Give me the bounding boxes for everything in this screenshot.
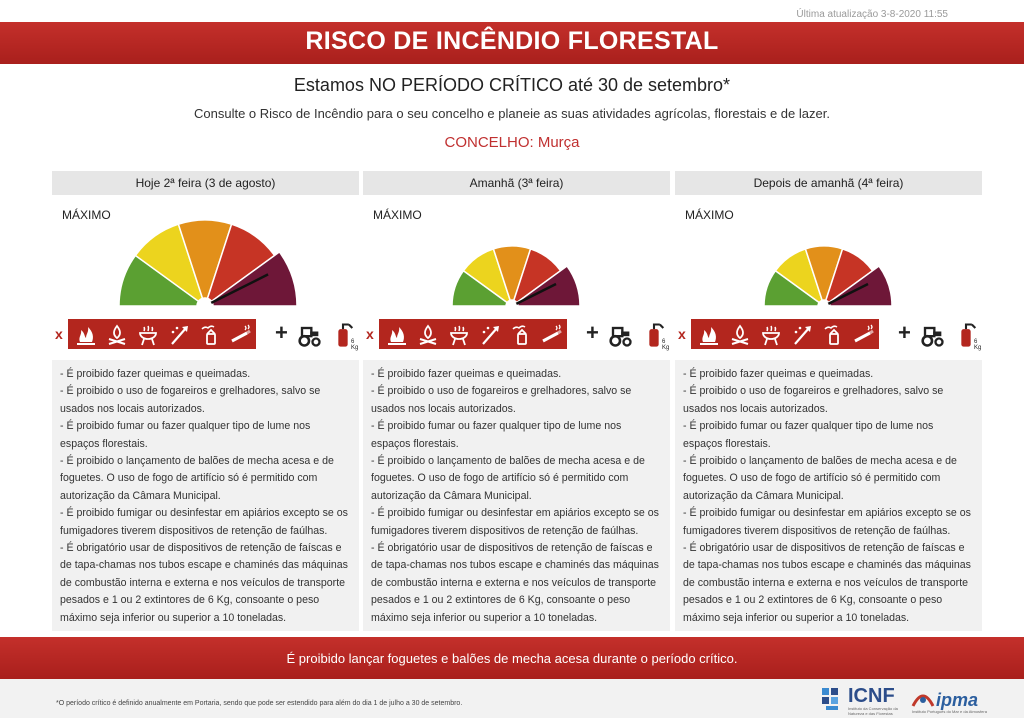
plus-sign: + (898, 320, 911, 345)
plus-sign: + (586, 320, 599, 345)
page-title: RISCO DE INCÊNDIO FLORESTAL (305, 27, 719, 55)
gauge-hub (507, 301, 517, 311)
rule-item: - É proibido fumigar ou desinfestar em apiários excepto se os fumigadores tiverem dispositivos de retenção de faúlhas. (683, 507, 971, 537)
icnf-logo-icon (820, 684, 846, 714)
campfire-icon (105, 323, 129, 347)
campfire-icon (728, 323, 752, 347)
rule-item: - É proibido o lançamento de balões de mecha acesa e de foguetes. O uso de fogo de artifício só é permitido com autorização da Câmara Municipal. (60, 455, 334, 502)
risk-level-label: MÁXIMO (685, 208, 734, 222)
beekeeping-smoker-icon (198, 323, 222, 347)
ipma-logo-icon (910, 688, 936, 710)
cigarette-icon (540, 323, 564, 347)
icnf-logo-text: ICNF (848, 685, 895, 707)
critical-period-text: Estamos NO PERÍODO CRÍTICO até 30 de setembro* (293, 75, 731, 95)
risk-gauge (52, 213, 359, 313)
beekeeping-smoker-icon (821, 323, 845, 347)
extinguisher-capacity-label: 6 Kg (662, 339, 670, 351)
rule-item: - É proibido fumigar ou desinfestar em apiários excepto se os fumigadores tiverem dispositivos de retenção de faúlhas. (371, 507, 659, 537)
fire-burning-icon (74, 323, 98, 347)
prohibited-x: x (678, 326, 686, 342)
column-header: Amanhã (3ª feira) (363, 171, 670, 195)
grill-icon (447, 323, 471, 347)
prohibited-x: x (55, 326, 63, 342)
tractor-icon (606, 321, 634, 349)
concelho-label: CONCELHO: Murça (444, 134, 580, 151)
rocket-icon (478, 323, 502, 347)
grill-icon (136, 323, 160, 347)
rules-list (363, 360, 670, 631)
fire-burning-icon (697, 323, 721, 347)
tractor-icon (918, 321, 946, 349)
rule-item: - É proibido o lançamento de balões de mecha acesa e de foguetes. O uso de fogo de artifício só é permitido com autorização da Câmara Municipal. (683, 455, 957, 502)
rule-item: - É proibido o uso de fogareiros e grelhadores, salvo se usados nos locais autorizados. (683, 385, 944, 415)
rule-item: - É proibido o lançamento de balões de mecha acesa e de foguetes. O uso de fogo de artifício só é permitido com autorização da Câmara Municipal. (371, 455, 645, 502)
forecast-column-day-after (675, 171, 982, 631)
forecast-column-today (52, 171, 359, 631)
rules-list (675, 360, 982, 631)
rule-item: - É proibido fazer queimas e queimadas. (371, 368, 562, 380)
rule-item: - É proibido o uso de fogareiros e grelhadores, salvo se usados nos locais autorizados. (60, 385, 321, 415)
prohibited-x: x (366, 326, 374, 342)
rule-item: - É proibido fumar ou fazer qualquer tipo de lume nos espaços florestais. (371, 420, 622, 450)
footnote: *O período crítico é definido anualmente em Portaria, sendo que pode ser estendido para além do dia 1 de julho a 30 de setembro. (56, 700, 463, 707)
cigarette-icon (229, 323, 253, 347)
extinguisher-capacity-label: 6 Kg (351, 339, 359, 351)
beekeeping-smoker-icon (509, 323, 533, 347)
extinguisher-capacity-label: 6 Kg (974, 339, 982, 351)
rule-item: - É proibido fumar ou fazer qualquer tipo de lume nos espaços florestais. (60, 420, 311, 450)
rule-item: - É proibido fazer queimas e queimadas. (60, 368, 251, 380)
gauge-hub (819, 301, 829, 311)
rule-item: - É proibido o uso de fogareiros e grelhadores, salvo se usados nos locais autorizados. (371, 385, 632, 415)
rule-item: - É proibido fazer queimas e queimadas. (683, 368, 874, 380)
gauge-hub (198, 299, 212, 313)
rule-item: - É obrigatório usar de dispositivos de retenção de faíscas e de tapa-chamas nos tubos escape e chaminés das máquinas de combustão interna e externa e nos veículos de transporte pesados e 1 ou 2 extintores de 6 Kg, consoante o peso máximo seja inferior ou superior a 10 toneladas. (60, 542, 348, 624)
rocket-icon (167, 323, 191, 347)
tractor-icon (295, 321, 323, 349)
column-header: Hoje 2ª feira (3 de agosto) (52, 171, 359, 195)
risk-gauge (363, 213, 670, 313)
fire-burning-icon (385, 323, 409, 347)
rule-item: - É proibido fumigar ou desinfestar em apiários excepto se os fumigadores tiverem dispositivos de retenção de faúlhas. (60, 507, 348, 537)
risk-gauge (675, 213, 982, 313)
rocket-icon (790, 323, 814, 347)
column-header: Depois de amanhã (4ª feira) (675, 171, 982, 195)
rule-item: - É obrigatório usar de dispositivos de retenção de faíscas e de tapa-chamas nos tubos escape e chaminés das máquinas de combustão interna e externa e nos veículos de transporte pesados e 1 ou 2 extintores de 6 Kg, consoante o peso máximo seja inferior ou superior a 10 toneladas. (371, 542, 659, 624)
last-update: Última atualização 3-8-2020 11:55 (796, 9, 948, 20)
rule-item: - É proibido fumar ou fazer qualquer tipo de lume nos espaços florestais. (683, 420, 934, 450)
risk-level-label: MÁXIMO (373, 208, 422, 222)
forecast-column-tomorrow (363, 171, 670, 631)
rules-list (52, 360, 359, 631)
ipma-logo-subtitle: Instituto Português do Mar e da Atmosfera (912, 709, 987, 714)
cigarette-icon (852, 323, 876, 347)
icnf-logo-subtitle: Instituto da Conservação da Natureza e das Florestas (848, 706, 898, 716)
plus-sign: + (275, 320, 288, 345)
rule-item: - É obrigatório usar de dispositivos de retenção de faíscas e de tapa-chamas nos tubos escape e chaminés das máquinas de combustão interna e externa e nos veículos de transporte pesados e 1 ou 2 extintores de 6 Kg, consoante o peso máximo seja inferior ou superior a 10 toneladas. (683, 542, 971, 624)
campfire-icon (416, 323, 440, 347)
risk-level-label: MÁXIMO (62, 208, 111, 222)
footer-banner-text: É proibido lançar foguetes e balões de mecha acesa durante o período crítico. (286, 651, 738, 666)
ipma-logo-text: ipma (936, 690, 979, 710)
consult-text: Consulte o Risco de Incêndio para o seu concelho e planeie as suas atividades agrícolas, florestais e de lazer. (194, 106, 830, 121)
grill-icon (759, 323, 783, 347)
